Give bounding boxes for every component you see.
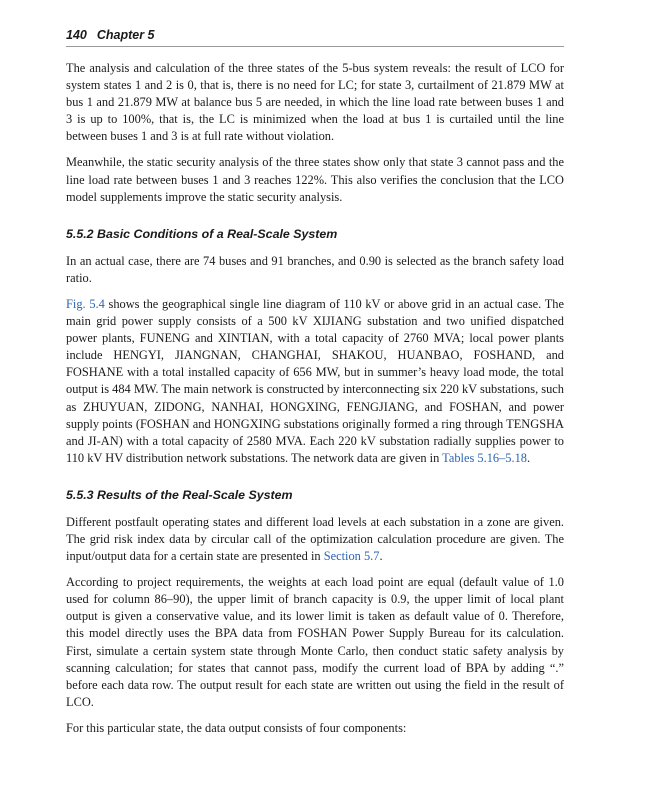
grid-description-text: shows the geographical single line diagram of 110 kV or above grid in an actual case. The main grid power supply consists of a 500 kV XIJIANG substation and two unified dispatched power plants, FUNENG and XINTIAN, with a total capacity of 2760 MVA; local power plants include HENGYI, JIANGNAN, CHANGHAI, SHAKOU, HUANBAO, FOSHAND, and FOSHANE with a total installed capacity of 656 MW, but in summer’s heavy load mode, the total output is 484 MW. The main network is constructed by interconnecting six 220 kV substations, such as ZHUYUAN, ZIDONG, NANHAI, HONGXING, FENGJIANG, and FOSHAN, and power supply points (FOSHAN and HONGXING substations originally formed a ring through TENGSHA and JI-AN) with a total capacity of 2580 MVA. Each 220 kV substation radially supplies power to 110 kV HV distribution network substations. The network data are given in [66,296,564,465]
paragraph-actual-case: In an actual case, there are 74 buses and 91 branches, and 0.90 is selected as the branch safety load ratio. [66,253,564,285]
paragraph-data-output: For this particular state, the data output consists of four components: [66,720,407,735]
chapter-title: Chapter 5 [96,28,155,42]
section-link[interactable]: Section 5.7 [323,549,380,564]
paragraph-postfault-states [66,514,564,565]
postfault-end: . [379,549,383,564]
tables-link[interactable]: Tables 5.16–5.18 [442,450,527,465]
section-heading-5-5-3: 5.5.3 Results of the Real-Scale System [66,487,293,502]
paragraph-grid-description [66,296,564,467]
body-text [66,60,564,746]
paragraph-lco-results: The analysis and calculation of the three states of the 5-bus system reveals: the result of LCO for system states 1 and 2 is 0, that is, there is no need for LC; for state 3, curtailment of 21.879 MW at bus 1 and 21.879 MW at balance bus 5 are needed, in which the line load rate between buses 1 and 3 is up to 100%, that is, the LC is minimized when the load at bus 1 is curtailed until the line between buses 1 and 3 is at full rate without violation. [66,61,564,144]
page-number: 140 [66,28,87,42]
paragraph-project-requirements: According to project requirements, the weights at each load point are equal (default value of 1.0 used for column 86–90), the upper limit of branch capacity is 0.9, the upper limit of local plant output is given a conservative value, and its lower limit is taken as default value of 0. Therefore, this model directly uses the BPA data from FOSHAN Power Supply Bureau for its calculation. First, simulate a certain system state through Monte Carlo, then conduct static safety analysis by scanning calculation; for states that cannot pass, modify the current load of BPA by adding “.” before each data row. The output result for each state are written out using the field in the result of LCO. [66,575,564,709]
figure-link[interactable]: Fig. 5.4 [66,296,105,311]
paragraph-static-security: Meanwhile, the static security analysis of the three states show only that state 3 cannot pass and the line load rate between buses 1 and 3 reaches 122%. This also verifies the conclusion that the LCO model supplements improve the static security analysis. [66,155,564,204]
running-head [66,28,564,47]
grid-description-end: . [526,450,531,465]
postfault-text: Different postfault operating states and different load levels at each substation in a zone are given. The grid risk index data by circular call of the optimization calculation procedure are given. The input/output data for a certain state are presented in [66,514,564,564]
section-heading-5-5-2: 5.5.2 Basic Conditions of a Real-Scale System [66,226,338,241]
